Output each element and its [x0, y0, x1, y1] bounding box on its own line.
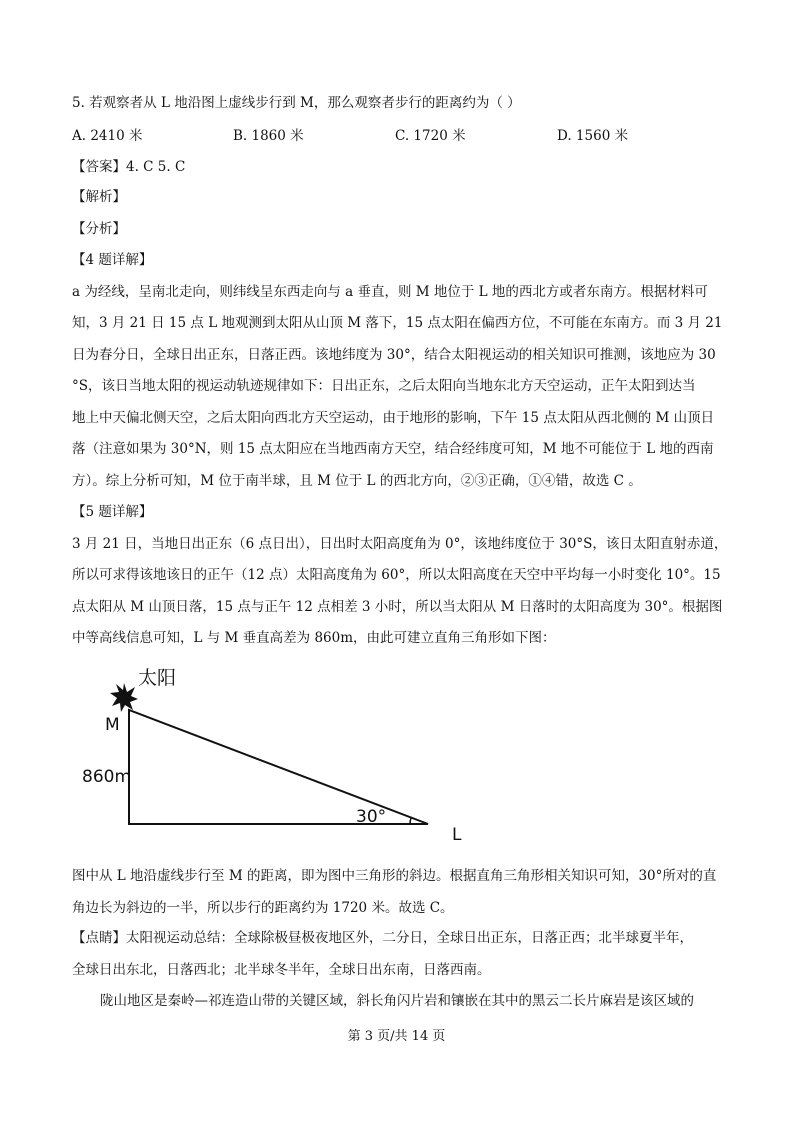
right-triangle-figure: [72, 660, 492, 850]
tip-line: 全球日出东北，日落西北；北半球冬半年，全球日出东南，日落西南。: [72, 962, 491, 978]
page-footer: 第 3 页/共 14 页: [347, 1029, 446, 1044]
label-l: L: [452, 825, 462, 845]
next-paragraph: 陇山地区是秦岭—祁连造山带的关键区域，斜长角闪片岩和镶嵌在其中的黑云二长片麻岩是该区域的: [100, 993, 694, 1009]
question-5: 5. 若观察者从 L 地沿图上虚线步行到 M，那么观察者步行的距离约为（ ）: [72, 95, 521, 111]
option-a: A. 2410 米: [72, 128, 143, 144]
conclusion-line: 角边长为斜边的一半，所以步行的距离约为 1720 米。故选 C。: [72, 900, 454, 916]
analysis-heading: 【解析】: [72, 189, 126, 205]
option-d: D. 1560 米: [557, 128, 629, 144]
q5-line: 中等高线信息可知，L 与 M 垂直高差为 860m，由此可建立直角三角形如下图：: [72, 630, 556, 646]
option-b: B. 1860 米: [233, 128, 304, 144]
answer-line: 【答案】4. C 5. C: [72, 159, 186, 175]
q4-line: 地上中天偏北侧天空，之后太阳向西北方天空运动，由于地形的影响，下午 15 点太阳从西北侧的 M 山顶日: [72, 410, 715, 426]
label-m: M: [105, 715, 120, 735]
q5-heading: 【5 题详解】: [72, 504, 153, 520]
sun-label: 太阳: [138, 667, 177, 689]
fenxi-heading: 【分析】: [72, 221, 126, 237]
height-label: 860m: [82, 767, 132, 787]
sun-icon: [110, 683, 138, 712]
q4-line: 知，3 月 21 日 15 点 L 地观测到太阳从山顶 M 落下，15 点太阳在偏西方位，不可能在东南方。而 3 月 21: [72, 315, 723, 331]
tip-line: 【点睛】太阳视运动总结：全球除极昼极夜地区外，二分日，全球日出正东，日落正西；北半球夏半年，: [72, 930, 693, 946]
q4-line: 日为春分日，全球日出正东，日落正西。该地纬度为 30°，结合太阳视运动的相关知识可推测，该地应为 30: [72, 347, 716, 363]
q4-heading: 【4 题详解】: [72, 252, 153, 268]
q5-line: 点太阳从 M 山顶日落，15 点与正午 12 点相差 3 小时，所以当太阳从 M 日落时的太阳高度为 30°。根据图: [72, 599, 723, 615]
angle-label: 30°: [356, 807, 387, 827]
q4-line: 落（注意如果为 30°N，则 15 点太阳应在当地西南方天空，结合经纬度可知，M 地不可能位于 L 地的西南: [72, 441, 714, 457]
q5-line: 所以可求得该地该日的正午（12 点）太阳高度角为 60°，所以太阳高度在天空中平均每一小时变化 10°。15: [72, 567, 721, 583]
q4-line: a 为经线，呈南北走向，则纬线呈东西走向与 a 垂直，则 M 地位于 L 地的西北方或者东南方。根据材料可: [72, 284, 708, 300]
conclusion-line: 图中从 L 地沿虚线步行至 M 的距离，即为图中三角形的斜边。根据直角三角形相关知识可知，30°所对的直: [72, 868, 717, 884]
q5-line: 3 月 21 日，当地日出正东（6 点日出），日出时太阳高度角为 0°，该地纬度位于 30°S，该日太阳直射赤道，: [72, 536, 728, 552]
option-c: C. 1720 米: [395, 128, 466, 144]
q4-line: °S，该日当地太阳的视运动轨迹规律如下：日出正东，之后太阳向当地东北方天空运动，正午太阳到达当: [72, 378, 696, 394]
q4-line: 方）。综上分析可知，M 位于南半球，且 M 位于 L 的西北方向，②③正确，①④错，故选 C 。: [72, 473, 642, 489]
